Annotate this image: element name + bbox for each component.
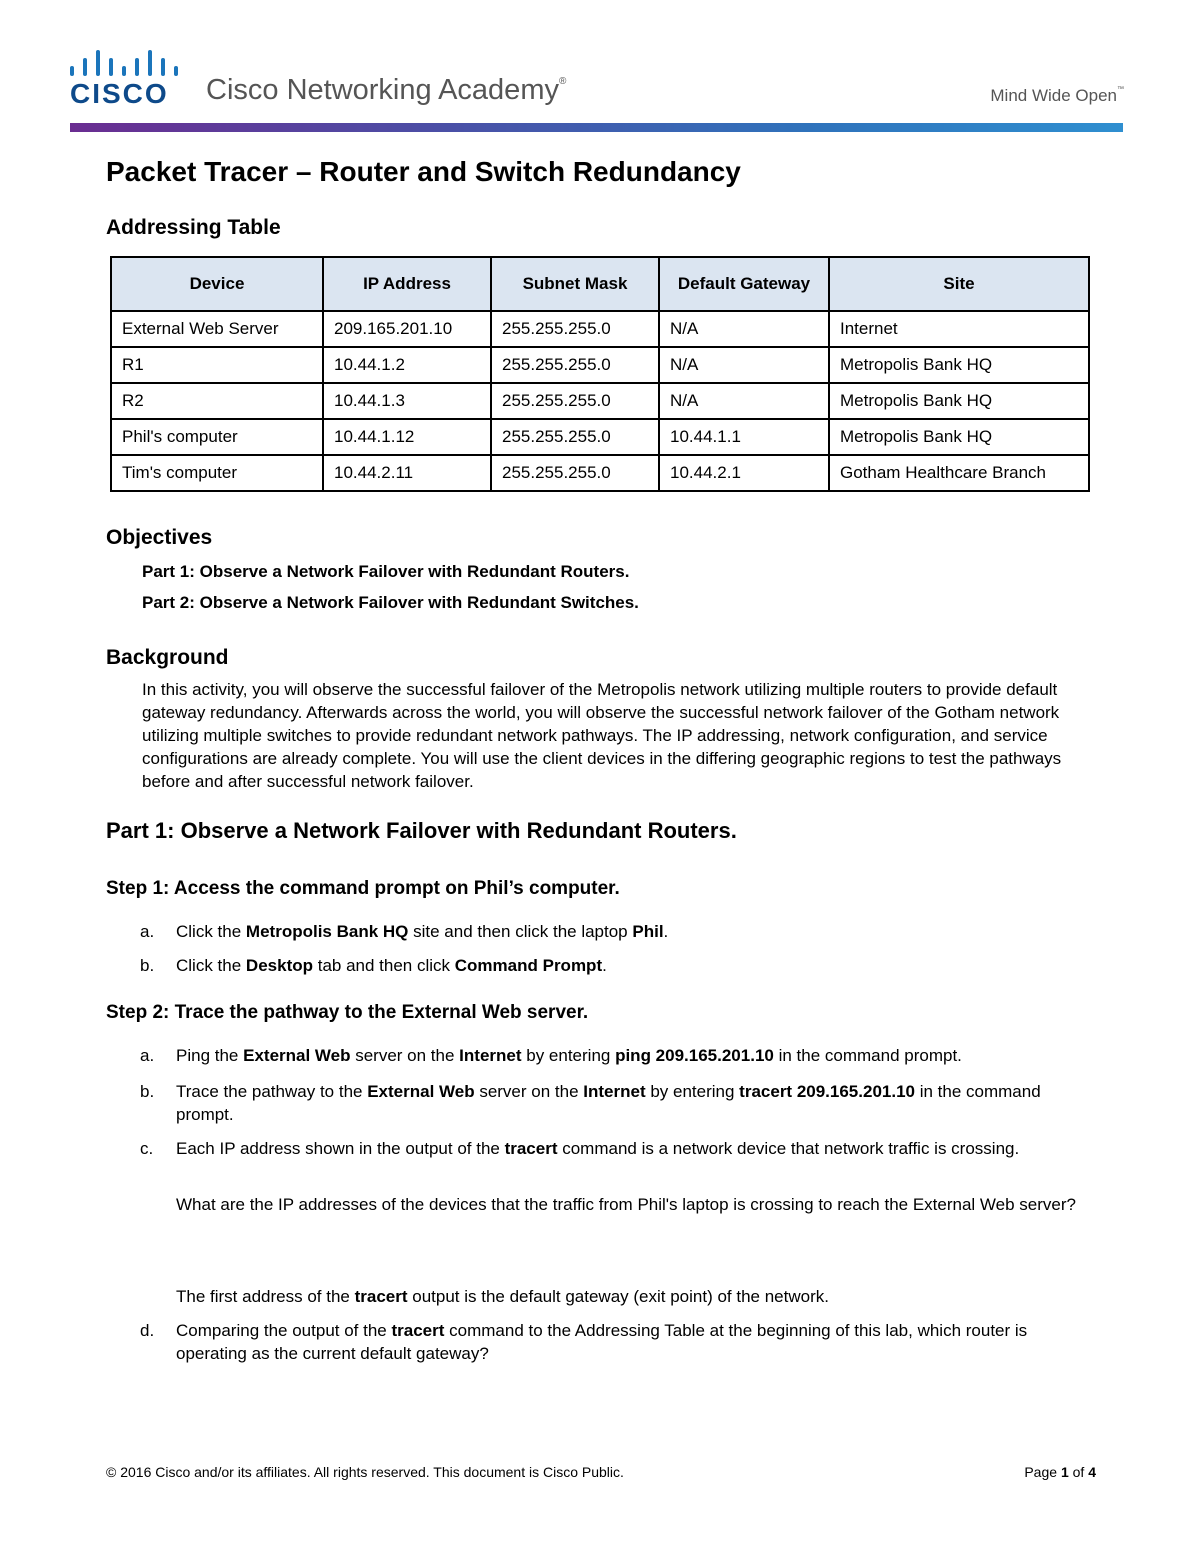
table-cell: Phil's computer bbox=[111, 419, 323, 455]
table-cell: 10.44.1.12 bbox=[323, 419, 491, 455]
list-item: b. Click the Desktop tab and then click Command Prompt. bbox=[140, 956, 607, 975]
table-cell: Internet bbox=[829, 311, 1089, 347]
addressing-table bbox=[110, 256, 1090, 492]
list-item: c. Each IP address shown in the output of the tracert command is a network device that network traffic is crossing. bbox=[140, 1139, 1020, 1158]
column-header: Subnet Mask bbox=[491, 257, 659, 311]
table-cell: 255.255.255.0 bbox=[491, 383, 659, 419]
table-cell: 209.165.201.10 bbox=[323, 311, 491, 347]
table-cell: Metropolis Bank HQ bbox=[829, 347, 1089, 383]
page-header bbox=[0, 0, 1200, 140]
list-item: a. Ping the External Web server on the Internet by entering ping 209.165.201.10 in the command prompt. bbox=[140, 1046, 962, 1065]
list-item: a. Click the Metropolis Bank HQ site and then click the laptop Phil. bbox=[140, 922, 669, 941]
background-section bbox=[106, 646, 1102, 793]
table-cell: 255.255.255.0 bbox=[491, 311, 659, 347]
part1-heading-block bbox=[106, 818, 737, 844]
objectives-heading: Objectives bbox=[106, 526, 213, 549]
tagline: Mind Wide Open™ bbox=[990, 86, 1124, 105]
item-label: c. bbox=[140, 1139, 154, 1158]
cisco-logo-wordmark: CISCO bbox=[70, 78, 169, 109]
item-label: b. bbox=[140, 1082, 155, 1101]
list-item: b. Trace the pathway to the External Web server on the Internet by entering tracert 209.165.201.10 in the command prompt. bbox=[140, 1082, 1041, 1124]
column-header: Site bbox=[829, 257, 1089, 311]
table-cell: R2 bbox=[111, 383, 323, 419]
table-cell: N/A bbox=[659, 383, 829, 419]
copyright-text: © 2016 Cisco and/or its affiliates. All rights reserved. This document is Cisco Public. bbox=[106, 1464, 624, 1480]
page-number: Page 1 of 4 bbox=[1024, 1464, 1096, 1480]
addressing-table-heading: Addressing Table bbox=[106, 216, 281, 239]
item-label: a. bbox=[140, 1046, 155, 1065]
column-header: IP Address bbox=[323, 257, 491, 311]
list-item: d. Comparing the output of the tracert command to the Addressing Table at the beginning of this lab, which router is operating as the current default gateway? bbox=[140, 1321, 1028, 1363]
note-text: The first address of the tracert output is the default gateway (exit point) of the network. bbox=[176, 1287, 829, 1306]
table-cell: 10.44.1.1 bbox=[659, 419, 829, 455]
table-row bbox=[111, 419, 1089, 455]
table-cell: 10.44.1.2 bbox=[323, 347, 491, 383]
table-cell: 10.44.1.3 bbox=[323, 383, 491, 419]
table-cell: Gotham Healthcare Branch bbox=[829, 455, 1089, 491]
academy-title: Cisco Networking Academy® bbox=[206, 74, 567, 106]
table-cell: Metropolis Bank HQ bbox=[829, 419, 1089, 455]
table-row bbox=[111, 455, 1089, 491]
column-header: Device bbox=[111, 257, 323, 311]
step2-heading: Step 2: Trace the pathway to the External Web server. bbox=[106, 1002, 589, 1023]
header-gradient-rule bbox=[70, 123, 1123, 132]
table-cell: Tim's computer bbox=[111, 455, 323, 491]
table-row bbox=[111, 383, 1089, 419]
item-label: b. bbox=[140, 956, 155, 975]
table-cell: 10.44.2.11 bbox=[323, 455, 491, 491]
objective-item: Part 2: Observe a Network Failover with Redundant Switches. bbox=[142, 593, 639, 612]
background-heading: Background bbox=[106, 646, 229, 669]
document-body bbox=[106, 150, 1096, 1363]
question-text: What are the IP addresses of the devices that the traffic from Phil's laptop is crossing to reach the External Web server? bbox=[176, 1195, 1076, 1214]
table-cell: 255.255.255.0 bbox=[491, 419, 659, 455]
table-cell: 255.255.255.0 bbox=[491, 347, 659, 383]
table-header-row bbox=[111, 257, 1089, 311]
step1-section bbox=[106, 878, 669, 975]
page-footer bbox=[106, 1464, 1096, 1480]
objective-item: Part 1: Observe a Network Failover with Redundant Routers. bbox=[142, 562, 630, 581]
document-title: Packet Tracer – Router and Switch Redundancy bbox=[106, 156, 741, 187]
table-cell: Metropolis Bank HQ bbox=[829, 383, 1089, 419]
table-cell: N/A bbox=[659, 311, 829, 347]
table-cell: External Web Server bbox=[111, 311, 323, 347]
objectives-section bbox=[106, 526, 639, 613]
table-cell: 10.44.2.1 bbox=[659, 455, 829, 491]
column-header: Default Gateway bbox=[659, 257, 829, 311]
table-cell: N/A bbox=[659, 347, 829, 383]
table-row bbox=[111, 311, 1089, 347]
step1-heading: Step 1: Access the command prompt on Phil’s computer. bbox=[106, 878, 620, 899]
step2-section bbox=[106, 1002, 1076, 1363]
part1-heading: Part 1: Observe a Network Failover with Redundant Routers. bbox=[106, 818, 737, 843]
background-text: In this activity, you will observe the successful failover of the Metropolis network utilizing multiple routers to provide default gateway redundancy. Afterwards across the world, you will observe the successful network failover of the Gotham network utilizing multiple switches to provide redundant network pathways. The IP addressing, network configuration, and service configurations are already complete. You will use the client devices in the differing geographic regions to test the pathways before and after successful network failover. bbox=[142, 680, 1062, 791]
table-cell: R1 bbox=[111, 347, 323, 383]
item-label: a. bbox=[140, 922, 155, 941]
cisco-logo-bars bbox=[70, 46, 178, 76]
table-cell: 255.255.255.0 bbox=[491, 455, 659, 491]
table-row bbox=[111, 347, 1089, 383]
item-label: d. bbox=[140, 1321, 155, 1340]
